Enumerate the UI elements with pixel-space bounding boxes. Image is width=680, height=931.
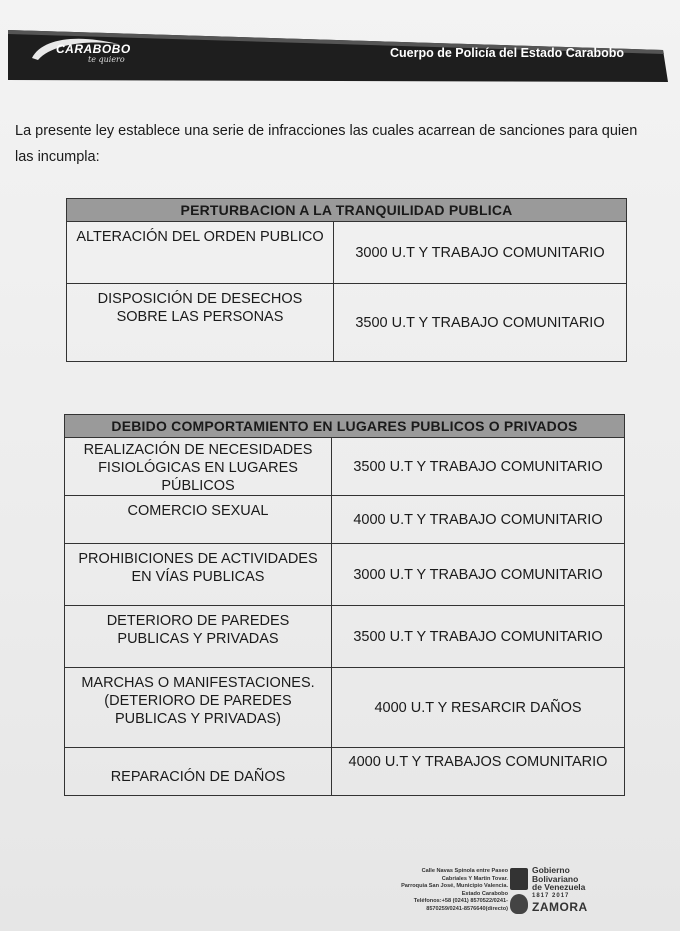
infraction-cell: REPARACIÓN DE DAÑOS bbox=[110, 768, 286, 785]
address-line: Estado Carabobo bbox=[461, 890, 508, 897]
table-row bbox=[65, 544, 625, 606]
gobierno-text bbox=[532, 866, 585, 892]
sanction-cell: 4000 U.T Y RESARCIR DAÑOS bbox=[332, 668, 625, 748]
sanction-cell: 3500 U.T Y TRABAJO COMUNITARIO bbox=[332, 606, 625, 668]
logo-text: CARABOBO bbox=[56, 42, 131, 56]
gobierno-logo bbox=[510, 866, 610, 916]
address-line: Cabriales Y Martin Tovar. bbox=[441, 875, 508, 882]
zamora-text: ZAMORA bbox=[532, 900, 588, 914]
intro-paragraph: La presente ley establece una serie de infracciones las cuales acarrean de sanciones para quien las incumpla: bbox=[15, 123, 638, 165]
sanction-cell: 3000 U.T Y TRABAJO COMUNITARIO bbox=[332, 544, 625, 606]
table-comportamiento bbox=[64, 414, 625, 796]
table-row bbox=[65, 748, 625, 796]
sanction-cell: 4000 U.T Y TRABAJOS COMUNITARIO bbox=[332, 748, 625, 796]
infraction-cell: DETERIORO DE PAREDES PUBLICAS Y PRIVADAS bbox=[106, 613, 290, 647]
gobierno-line: Gobierno bbox=[532, 865, 570, 875]
address-line: Teléfonos:+58 (0241) 8570522/0241- bbox=[413, 898, 508, 904]
logo-subtitle: te quiero bbox=[88, 55, 125, 64]
sanction-cell: 4000 U.T Y TRABAJO COMUNITARIO bbox=[332, 496, 625, 544]
zamora-portrait-icon bbox=[510, 894, 528, 914]
table-row bbox=[67, 222, 627, 284]
address-line: 8570259/0241-8576640(directo) bbox=[426, 905, 508, 912]
gobierno-line: de Venezuela bbox=[532, 882, 586, 892]
footer-address bbox=[398, 868, 508, 913]
table-title: DEBIDO COMPORTAMIENTO EN LUGARES PUBLICOS O PRIVADOS bbox=[65, 415, 625, 438]
infraction-cell: COMERCIO SEXUAL bbox=[127, 503, 269, 519]
gobierno-line: Bolivariano bbox=[532, 873, 579, 884]
table-row bbox=[65, 438, 625, 496]
infraction-cell: REALIZACIÓN DE NECESIDADES FISIOLÓGICAS EN LUGARES PÚBLICOS bbox=[83, 442, 313, 494]
zamora-years: 1817 2017 bbox=[532, 893, 570, 899]
address-line: Calle Navas Spinola entre Paseo bbox=[421, 868, 508, 874]
sanction-cell: 3500 U.T Y TRABAJO COMUNITARIO bbox=[332, 438, 625, 496]
venezuela-flag-icon bbox=[510, 868, 528, 890]
letterhead-banner bbox=[8, 28, 668, 82]
header-title: Cuerpo de Policía del Estado Carabobo bbox=[390, 46, 625, 60]
sanction-cell: 3500 U.T Y TRABAJO COMUNITARIO bbox=[334, 284, 627, 362]
table-title: PERTURBACION A LA TRANQUILIDAD PUBLICA bbox=[67, 199, 627, 222]
address-line: Parroquia San José, Municipio Valencia. bbox=[401, 883, 508, 889]
table-row bbox=[67, 284, 627, 362]
table-perturbacion bbox=[66, 198, 627, 362]
infraction-cell: MARCHAS O MANIFESTACIONES. (DETERIORO DE PAREDES PUBLICAS Y PRIVADAS) bbox=[81, 675, 315, 727]
table-row bbox=[65, 606, 625, 668]
table-row bbox=[65, 668, 625, 748]
table-row bbox=[65, 496, 625, 544]
infraction-cell: PROHIBICIONES DE ACTIVIDADES EN VÍAS PUBLICAS bbox=[78, 551, 318, 585]
infraction-cell: ALTERACIÓN DEL ORDEN PUBLICO bbox=[76, 229, 324, 245]
sanction-cell: 3000 U.T Y TRABAJO COMUNITARIO bbox=[334, 222, 627, 284]
infraction-cell: DISPOSICIÓN DE DESECHOS SOBRE LAS PERSONAS bbox=[97, 291, 303, 325]
